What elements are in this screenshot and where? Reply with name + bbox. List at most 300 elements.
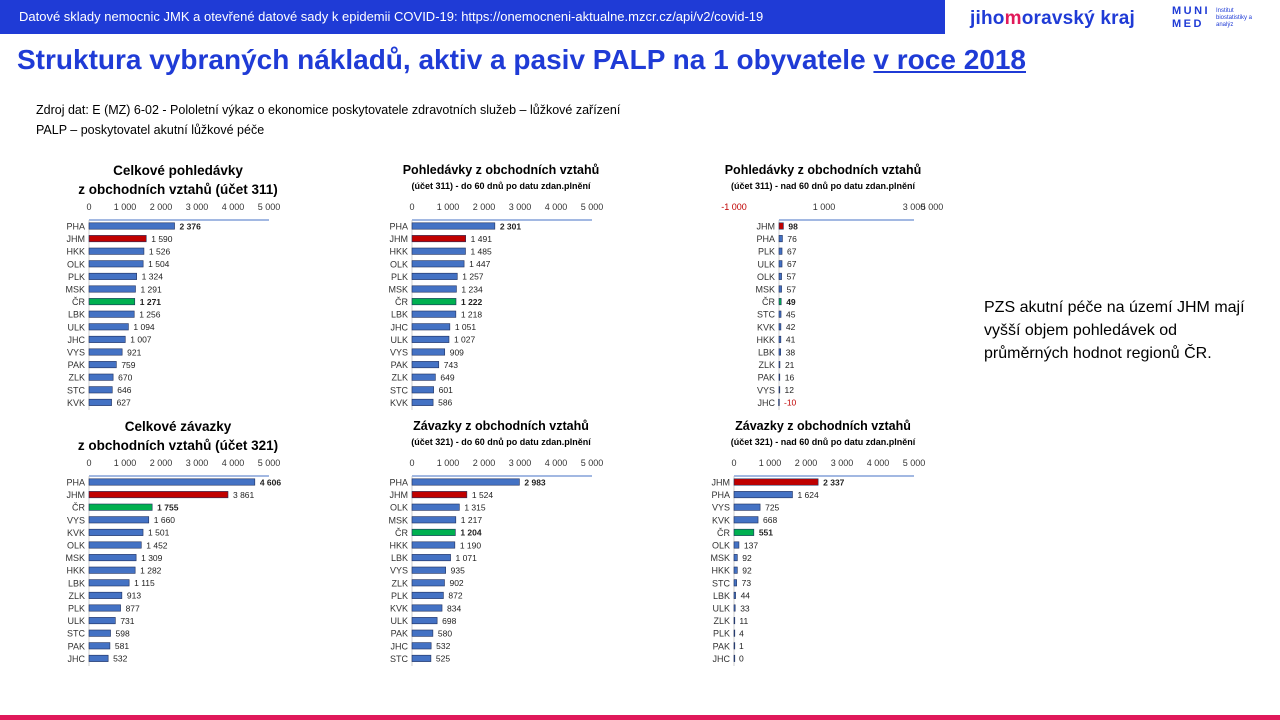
chart-title-line: (účet 311) - nad 60 dnů po datu zdan.plnění	[730, 181, 916, 191]
bar-value-label: 92	[742, 565, 752, 576]
y-category-label: PAK	[712, 641, 730, 652]
chart-receivables-60	[378, 160, 628, 412]
chart-title-line: (účet 321) - do 60 dnů po datu zdan.plnění	[411, 437, 591, 447]
y-category-label: STC	[712, 578, 730, 589]
x-tick-label: 3 000	[508, 202, 532, 212]
bar-value-label: 3 861	[232, 489, 255, 500]
x-tick-label: 5 000	[257, 202, 281, 212]
bar-value-label: 44	[740, 590, 751, 601]
y-category-label: KVK	[66, 527, 85, 538]
bar	[779, 311, 781, 317]
y-category-label: ČR	[395, 527, 408, 538]
bar-value-label: 4	[739, 628, 744, 639]
bar-value-label: 0	[739, 653, 744, 664]
x-tick-label: 4 000	[866, 458, 890, 468]
bar	[89, 542, 141, 548]
y-category-label: PHA	[66, 477, 85, 488]
banner-text: Datové sklady nemocnic JMK a otevřené datové sady k epidemii COVID-19: https://onemocneni-aktualne.mzcr.cz/api/v2/covid-19	[19, 9, 764, 24]
bar-value-label: 649	[440, 372, 455, 383]
y-category-label: HKK	[66, 565, 85, 576]
bar	[89, 235, 146, 241]
bar-value-label: 670	[118, 372, 133, 383]
y-category-label: MSK	[388, 515, 408, 526]
bar-value-label: 38	[785, 347, 796, 358]
top-banner	[0, 0, 945, 34]
bar-value-label: 16	[784, 372, 795, 383]
bar	[734, 655, 735, 661]
bar	[779, 286, 782, 292]
y-category-label: KVK	[389, 603, 408, 614]
bar-value-label: 92	[742, 552, 752, 563]
x-tick-label: 3 000	[902, 202, 926, 212]
bar-value-label: 1 590	[151, 233, 173, 244]
x-tick-label: 0	[409, 202, 415, 212]
bar	[412, 286, 456, 292]
y-category-label: MSK	[65, 553, 85, 564]
y-category-label: OLK	[711, 540, 730, 551]
bar	[412, 542, 455, 548]
y-category-label: PLK	[67, 603, 85, 614]
chart-title-line: z obchodních vztahů (účet 311)	[78, 182, 278, 197]
title-main: Struktura vybraných nákladů, aktiv a pasiv PALP na 1 obyvatele	[17, 44, 874, 75]
x-tick-label: 5 000	[580, 458, 604, 468]
bar-value-label: 725	[765, 502, 780, 513]
bar-value-label: 21	[784, 359, 795, 370]
x-tick-label: 1 000	[436, 458, 460, 468]
bar-value-label: 45	[786, 309, 796, 320]
bar-value-label: 1 524	[471, 489, 494, 500]
bar-value-label: 1	[739, 641, 744, 652]
bar	[412, 529, 455, 535]
bar-value-label: 1 222	[460, 296, 483, 307]
bar	[412, 387, 434, 393]
bar	[89, 617, 115, 623]
bar	[89, 311, 134, 317]
chart-receivables-total	[55, 160, 305, 412]
y-category-label: JHM	[756, 221, 775, 232]
bar	[412, 605, 442, 611]
y-category-label: VYS	[756, 385, 775, 396]
bar	[412, 567, 446, 573]
y-category-label: ZLK	[758, 360, 775, 371]
bar	[734, 605, 735, 611]
bar-value-label: 731	[120, 615, 135, 626]
muni-med-logo: MUNI MED	[1172, 5, 1211, 30]
bar-value-label: 1 501	[148, 527, 170, 538]
bar-value-label: 698	[442, 615, 457, 626]
bar	[89, 223, 175, 229]
chart-receivables-over60	[700, 160, 950, 412]
bar	[412, 261, 464, 267]
y-category-label: JHM	[389, 234, 408, 245]
chart-title-line: Pohledávky z obchodních vztahů	[402, 163, 600, 177]
y-category-label: LBK	[67, 309, 85, 320]
x-tick-label: 2 000	[472, 458, 496, 468]
bar	[779, 273, 782, 279]
bar	[734, 542, 739, 548]
x-tick-label: -1 000	[721, 202, 747, 212]
bar	[412, 517, 456, 523]
y-category-label: LBK	[390, 553, 408, 564]
bar-value-label: 1 094	[133, 322, 155, 333]
y-category-label: PLK	[67, 271, 85, 282]
bar	[89, 605, 121, 611]
y-category-label: JHC	[712, 653, 730, 664]
bar-value-label: 42	[785, 322, 796, 333]
y-category-label: JHC	[390, 322, 408, 333]
side-note: PZS akutní péče na území JHM mají vyšší objem pohledávek od průměrných hodnot regionů ČR.	[984, 299, 1245, 362]
y-category-label: JHC	[390, 641, 408, 652]
y-category-label: VYS	[711, 502, 730, 513]
chart-payables-total	[55, 416, 305, 668]
bar-value-label: 902	[449, 578, 464, 589]
bar-value-label: 834	[447, 603, 462, 614]
bar	[779, 399, 780, 405]
y-category-label: LBK	[757, 347, 775, 358]
bar-value-label: 1 234	[461, 284, 483, 295]
y-category-label: JHC	[67, 653, 85, 664]
bar	[89, 261, 143, 267]
bar	[89, 580, 129, 586]
bar	[89, 504, 152, 510]
bar	[779, 361, 780, 367]
bar	[779, 298, 781, 304]
bar	[89, 567, 135, 573]
bar-value-label: 1 257	[462, 271, 484, 282]
y-category-label: ČR	[762, 297, 775, 308]
x-tick-label: 0	[86, 458, 92, 468]
bar	[779, 374, 780, 380]
jmk-logo-accent: m	[1004, 8, 1022, 29]
bar-value-label: 581	[114, 641, 130, 652]
bar-value-label: 57	[786, 284, 797, 295]
bar-value-label: 877	[125, 603, 140, 614]
bar	[412, 223, 495, 229]
bar-value-label: 1 452	[146, 540, 168, 551]
bar	[412, 655, 431, 661]
bar-value-label: 525	[435, 653, 451, 664]
y-category-label: ULK	[757, 259, 775, 270]
y-category-label: HKK	[66, 246, 85, 257]
jmk-logo-part1: jiho	[970, 8, 1005, 29]
y-category-label: JHM	[66, 490, 85, 501]
y-category-label: KVK	[756, 322, 775, 333]
bar	[412, 298, 456, 304]
bar	[89, 349, 122, 355]
y-category-label: ULK	[67, 616, 85, 627]
bar-value-label: 1 324	[141, 271, 163, 282]
bar	[89, 630, 111, 636]
y-category-label: ULK	[390, 616, 408, 627]
bar	[412, 248, 465, 254]
y-category-label: PLK	[390, 271, 408, 282]
y-category-label: LBK	[67, 578, 85, 589]
bar	[89, 374, 113, 380]
x-tick-label: 1 000	[113, 202, 137, 212]
jmk-logo-part2: oravský kraj	[1021, 8, 1136, 29]
bar	[412, 580, 444, 586]
x-tick-label: 5 000	[920, 202, 944, 212]
bar	[779, 261, 782, 267]
x-tick-label: 4 000	[544, 458, 568, 468]
bar-value-label: 1 007	[130, 334, 152, 345]
x-tick-label: 4 000	[221, 202, 245, 212]
bar-value-label: 67	[787, 246, 797, 257]
title-year: v roce 2018	[873, 44, 1026, 75]
y-category-label: STC	[67, 628, 85, 639]
bar-value-label: 1 271	[139, 296, 162, 307]
y-category-label: PHA	[756, 234, 775, 245]
y-category-label: ČR	[717, 527, 730, 538]
bar-value-label: 1 282	[140, 565, 162, 576]
bar	[412, 617, 437, 623]
bar-value-label: 1 504	[148, 259, 170, 270]
bottom-bar	[0, 715, 1280, 720]
y-category-label: VYS	[389, 565, 408, 576]
bar-value-label: 1 755	[157, 502, 179, 513]
bar	[734, 479, 818, 485]
bar-value-label: 1 071	[455, 552, 477, 563]
bar	[412, 235, 466, 241]
bar	[89, 399, 112, 405]
bar	[734, 529, 754, 535]
bar	[89, 655, 108, 661]
y-category-label: ZLK	[391, 372, 408, 383]
bar	[89, 324, 128, 330]
chart-title-line: Pohledávky z obchodních vztahů	[724, 163, 922, 177]
bar	[89, 643, 110, 649]
bar-value-label: 49	[786, 296, 796, 307]
x-tick-label: 3 000	[830, 458, 854, 468]
y-category-label: KVK	[389, 397, 408, 408]
bar-value-label: 743	[443, 359, 458, 370]
bar	[89, 491, 228, 497]
bar	[779, 336, 781, 342]
bar	[412, 324, 450, 330]
bar	[89, 248, 144, 254]
bar	[412, 336, 449, 342]
y-category-label: MSK	[755, 284, 775, 295]
bar	[89, 517, 149, 523]
bar	[89, 361, 116, 367]
y-category-label: ZLK	[68, 590, 85, 601]
bar	[412, 630, 433, 636]
chart-title-line: (účet 311) - do 60 dnů po datu zdan.plnění	[411, 181, 591, 191]
x-tick-label: 2 000	[149, 458, 173, 468]
y-category-label: ULK	[712, 603, 730, 614]
y-category-label: MSK	[388, 284, 408, 295]
bar-value-label: 2 301	[499, 221, 522, 232]
y-category-label: LBK	[390, 309, 408, 320]
bar	[734, 504, 760, 510]
source-line-2: PALP – poskytovatel akutní lůžkové péče	[36, 123, 265, 137]
bar	[779, 223, 783, 229]
y-category-label: LBK	[712, 590, 730, 601]
y-category-label: OLK	[389, 259, 408, 270]
bar-value-label: 1 491	[470, 233, 492, 244]
bar-value-label: 921	[127, 347, 142, 358]
chart-title-line: Celkové pohledávky	[113, 163, 243, 178]
y-category-label: JHC	[67, 334, 85, 345]
bar-value-label: 137	[743, 540, 759, 551]
bar-value-label: 4 606	[259, 477, 282, 488]
bar-value-label: 1 447	[469, 259, 491, 270]
bar	[734, 592, 736, 598]
y-category-label: JHM	[711, 477, 730, 488]
x-tick-label: 2 000	[149, 202, 173, 212]
y-category-label: PHA	[389, 477, 408, 488]
y-category-label: VYS	[66, 515, 85, 526]
x-tick-label: 4 000	[544, 202, 568, 212]
y-category-label: PLK	[712, 628, 730, 639]
bar	[779, 324, 781, 330]
bar	[412, 273, 457, 279]
bar	[412, 554, 451, 560]
bar-value-label: 73	[741, 578, 752, 589]
bar-value-label: 76	[787, 233, 797, 244]
bar-value-label: 1 660	[153, 515, 176, 526]
y-category-label: OLK	[66, 259, 85, 270]
bar	[779, 349, 781, 355]
y-category-label: ULK	[67, 322, 85, 333]
bar	[734, 617, 735, 623]
x-tick-label: 0	[731, 458, 737, 468]
bar	[412, 311, 456, 317]
y-category-label: HKK	[711, 565, 730, 576]
bar	[734, 567, 737, 573]
x-tick-label: 1 000	[758, 458, 782, 468]
bar	[412, 479, 519, 485]
chart-title-line: (účet 321) - nad 60 dnů po datu zdan.plnění	[730, 437, 916, 447]
y-category-label: MSK	[65, 284, 85, 295]
bar-value-label: 1 218	[460, 309, 483, 320]
x-tick-label: 0	[86, 202, 92, 212]
bar-value-label: 935	[450, 565, 465, 576]
x-tick-label: 2 000	[472, 202, 496, 212]
bar	[89, 387, 112, 393]
y-category-label: ČR	[72, 502, 85, 513]
bar	[734, 643, 735, 649]
x-tick-label: 5 000	[580, 202, 604, 212]
bar-value-label: 67	[787, 259, 797, 270]
bar	[779, 235, 782, 241]
y-category-label: MSK	[710, 553, 730, 564]
y-category-label: STC	[390, 385, 408, 396]
chart-payables-over60	[700, 416, 950, 668]
bar-value-label: 1 027	[453, 334, 476, 345]
bar-value-label: 1 115	[134, 578, 155, 589]
bar-value-label: 580	[437, 628, 453, 639]
chart-title-line: z obchodních vztahů (účet 321)	[77, 438, 279, 453]
bar	[412, 592, 443, 598]
x-tick-label: 4 000	[221, 458, 245, 468]
bar	[412, 349, 445, 355]
iba-logo: Institut biostatistiky a analýz	[1216, 8, 1253, 28]
bar	[412, 491, 467, 497]
bar-value-label: 532	[113, 653, 128, 664]
bar-value-label: 551	[758, 527, 774, 538]
y-category-label: STC	[67, 385, 85, 396]
bar	[89, 298, 135, 304]
x-tick-label: 1 000	[812, 202, 836, 212]
bar-value-label: 1 190	[459, 540, 482, 551]
bar-value-label: 601	[438, 385, 453, 396]
x-tick-label: 3 000	[185, 202, 209, 212]
y-category-label: ČR	[72, 297, 85, 308]
bar-value-label: 598	[115, 628, 130, 639]
x-tick-label: 2 000	[794, 458, 818, 468]
y-category-label: JHM	[389, 490, 408, 501]
bar	[412, 643, 431, 649]
bar-value-label: 668	[763, 515, 778, 526]
y-category-label: PAK	[390, 360, 408, 371]
bar	[89, 529, 143, 535]
chart-title-line: Závazky z obchodních vztahů	[413, 419, 589, 433]
bar-value-label: 1 485	[470, 246, 492, 257]
y-category-label: PAK	[390, 628, 408, 639]
jmk-logo	[970, 8, 1135, 30]
bar	[412, 399, 433, 405]
bar	[779, 248, 782, 254]
y-category-label: VYS	[389, 347, 408, 358]
bar-value-label: 1 291	[140, 284, 162, 295]
bar	[89, 273, 137, 279]
y-category-label: KVK	[66, 397, 85, 408]
chart-title-line: Celkové závazky	[124, 419, 232, 434]
bar	[779, 387, 780, 393]
bar-value-label: 2 376	[179, 221, 201, 232]
bar-value-label: 1 204	[460, 527, 482, 538]
y-category-label: PHA	[711, 490, 730, 501]
y-category-label: PHA	[66, 221, 85, 232]
y-category-label: KVK	[711, 515, 730, 526]
y-category-label: STC	[390, 653, 408, 664]
bar	[734, 517, 758, 523]
bar	[89, 286, 135, 292]
bar-value-label: 532	[436, 641, 451, 652]
x-tick-label: 3 000	[508, 458, 532, 468]
x-tick-label: 3 000	[185, 458, 209, 468]
y-category-label: ZLK	[68, 372, 85, 383]
bar-value-label: 98	[788, 221, 798, 232]
bar-value-label: 646	[117, 385, 132, 396]
bar-value-label: 11	[739, 615, 749, 626]
y-category-label: OLK	[389, 502, 408, 513]
bar-value-label: 12	[784, 385, 795, 396]
y-category-label: JHC	[757, 397, 775, 408]
bar-value-label: 1 051	[454, 322, 477, 333]
bar	[412, 504, 459, 510]
y-category-label: PHA	[389, 221, 408, 232]
y-category-label: OLK	[66, 540, 85, 551]
x-tick-label: 0	[409, 458, 415, 468]
x-tick-label: 1 000	[113, 458, 137, 468]
y-category-label: OLK	[756, 271, 775, 282]
bar	[89, 479, 255, 485]
bar-value-label: 1 315	[464, 502, 486, 513]
bar-value-label: 586	[438, 397, 453, 408]
bar-value-label: 1 624	[797, 489, 819, 500]
y-category-label: ZLK	[713, 616, 730, 627]
bar-value-label: 41	[785, 334, 796, 345]
bar	[89, 554, 136, 560]
bar	[412, 374, 435, 380]
y-category-label: VYS	[66, 347, 85, 358]
y-category-label: ČR	[395, 297, 408, 308]
bar-value-label: 1 256	[139, 309, 161, 320]
bar-value-label: 872	[448, 590, 463, 601]
y-category-label: JHM	[66, 234, 85, 245]
